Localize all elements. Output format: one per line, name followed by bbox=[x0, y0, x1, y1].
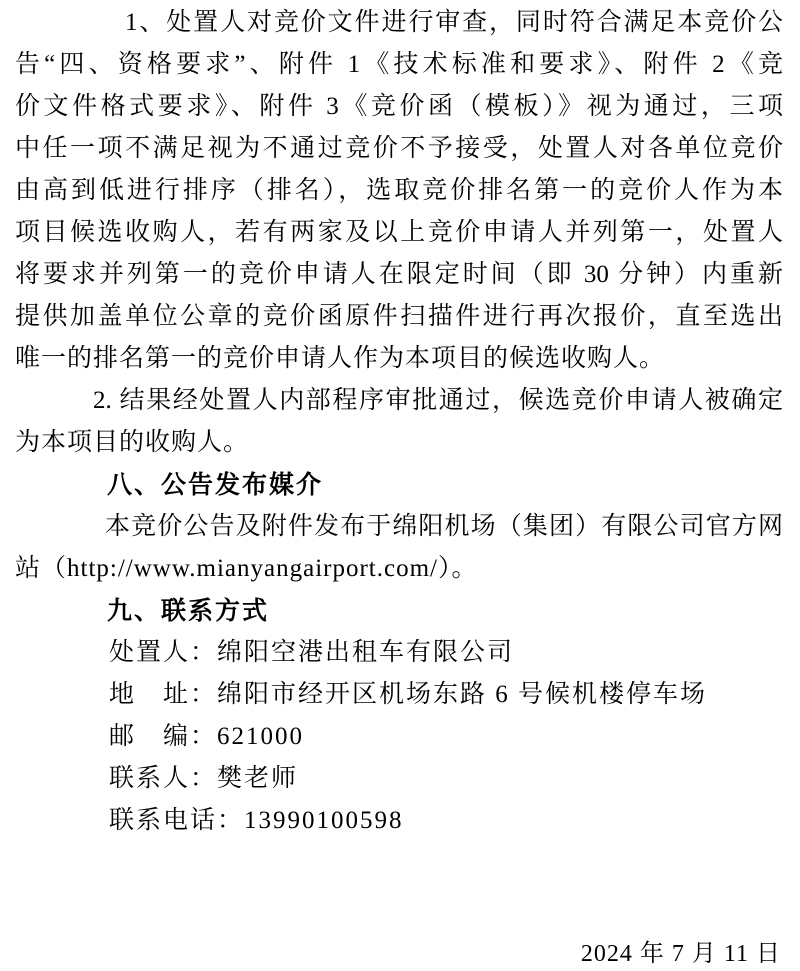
document-date: 2024 年 7 月 11 日 bbox=[580, 941, 781, 967]
para1-line-9: 唯一的排名第一的竞价申请人作为本项目的候选收购人。 bbox=[15, 345, 666, 372]
contact-line-person: 联系人：樊老师 bbox=[109, 765, 299, 792]
section-8-heading: 八、公告发布媒介 bbox=[107, 471, 324, 499]
section-9-heading: 九、联系方式 bbox=[107, 597, 270, 625]
para1-line-5: 由高到低进行排序（排名），选取竞价排名第一的竞价人作为本 bbox=[15, 177, 783, 204]
contact-line-phone: 联系电话：13990100598 bbox=[109, 807, 404, 834]
para1-line-1: 1、处置人对竞价文件进行审查，同时符合满足本竞价公 bbox=[125, 9, 783, 36]
para1-line-3: 价文件格式要求》、附件 3《竞价函（模板）》视为通过，三项 bbox=[15, 93, 783, 120]
contact-line-disposer: 处置人：绵阳空港出租车有限公司 bbox=[109, 639, 515, 666]
contact-line-address: 地 址：绵阳市经开区机场东路 6 号候机楼停车场 bbox=[109, 681, 708, 708]
para1-line-6: 项目候选收购人，若有两家及以上竞价申请人并列第一，处置人 bbox=[15, 219, 783, 246]
para1-line-8: 提供加盖单位公章的竞价函原件扫描件进行再次报价，直至选出 bbox=[15, 303, 783, 330]
para1-line-7: 将要求并列第一的竞价申请人在限定时间（即 30 分钟）内重新 bbox=[15, 261, 783, 288]
para1-line-4: 中任一项不满足视为不通过竞价不予接受，处置人对各单位竞价 bbox=[15, 135, 783, 162]
contact-line-postcode: 邮 编：621000 bbox=[109, 723, 305, 750]
section-8-para-line-1: 本竞价公告及附件发布于绵阳机场（集团）有限公司官方网 bbox=[105, 513, 783, 540]
para2-line-1: 2. 结果经处置人内部程序审批通过，候选竞价申请人被确定 bbox=[93, 387, 783, 414]
section-8-para-line-2-website-url: 站（http://www.mianyangairport.com/）。 bbox=[15, 555, 478, 582]
para2-line-2: 为本项目的收购人。 bbox=[15, 429, 250, 456]
para1-line-2: 告“四、资格要求”、附件 1《技术标准和要求》、附件 2《竞 bbox=[15, 51, 783, 78]
